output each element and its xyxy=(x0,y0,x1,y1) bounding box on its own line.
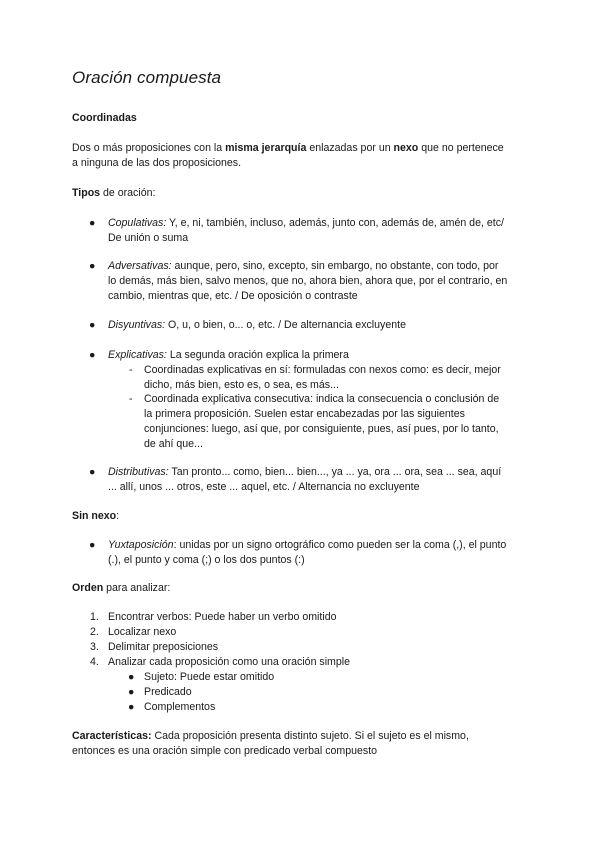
bullet-icon: ● xyxy=(89,349,96,361)
orden-label: Orden xyxy=(72,582,104,594)
dash-marker: - xyxy=(129,364,133,376)
type-desc: La segunda oración explica la primera xyxy=(166,349,349,361)
type-name: Distributivas: xyxy=(108,466,169,478)
bullet-icon: ● xyxy=(89,319,96,331)
item-line: cambio, mientras que, etc. / De oposición o contraste xyxy=(108,290,358,302)
dash-marker: - xyxy=(129,393,133,405)
step-text: Localizar nexo xyxy=(108,626,177,638)
sub-item-line: Coordinadas explicativas en sí: formuladas con nexos como: es decir, mejor xyxy=(144,364,501,376)
sin-nexo-label: Sin nexo xyxy=(72,510,117,522)
intro-line-1 xyxy=(72,141,504,156)
caracteristicas-line-1 xyxy=(72,729,469,744)
caracteristicas-text: Cada proposición presenta distinto sujeto. Si el sujeto es el mismo, xyxy=(151,730,469,742)
bullet-icon: ● xyxy=(89,466,96,478)
tipos-line xyxy=(72,186,155,201)
type-name: Explicativas: xyxy=(108,349,167,361)
item-line xyxy=(108,348,349,363)
type-name: Yuxtaposición xyxy=(108,539,174,551)
item-line xyxy=(108,216,504,231)
intro-text: Dos o más proposiciones con la xyxy=(72,142,226,154)
sub-item-line: conjunciones: luego, así que, por consiguiente, pues, así pues, por lo tanto, xyxy=(144,423,499,435)
type-desc: : unidas por un signo ortográfico como pueden ser la coma (,), el punto xyxy=(173,539,507,551)
item-line: De unión o suma xyxy=(108,232,189,244)
type-desc: O, u, o bien, o... o, etc. / De alternancia excluyente xyxy=(165,319,406,331)
sub-item-line: de ahí que... xyxy=(144,438,203,450)
intro-bold-jerarquia: misma jerarquía xyxy=(225,142,307,154)
item-line: lo demás, más bien, salvo menos, que no, ahora bien, ahora que, por el contrario, en xyxy=(108,275,508,287)
tipos-label: Tipos xyxy=(72,187,101,199)
intro-line-2: a ninguna de las dos proposiciones. xyxy=(72,157,242,169)
intro-text: enlazadas por un xyxy=(306,142,394,154)
type-desc: aunque, pero, sino, excepto, sin embargo, no obstante, con todo, por xyxy=(171,260,499,272)
type-name: Disyuntivas: xyxy=(108,319,166,331)
section-heading-coordinadas: Coordinadas xyxy=(72,112,137,124)
step-text: Encontrar verbos: Puede haber un verbo omitido xyxy=(108,611,337,623)
type-name: Copulativas: xyxy=(108,217,167,229)
bullet-icon: ● xyxy=(128,686,135,698)
sub-step-text: Sujeto: Puede estar omitido xyxy=(144,671,275,683)
tipos-text: de oración: xyxy=(100,187,156,199)
caracteristicas-label: Características: xyxy=(72,730,152,742)
intro-text: que no pertenece xyxy=(418,142,504,154)
list-number: 3. xyxy=(90,641,99,653)
list-number: 2. xyxy=(90,626,99,638)
bullet-icon: ● xyxy=(89,539,96,551)
item-line: ... allí, unos ... otros, este ... aquel, etc. / Alternancia no excluyente xyxy=(108,481,420,493)
type-desc: Tan pronto... como, bien... bien..., ya ... ya, ora ... ora, sea ... sea, aquí xyxy=(168,466,502,478)
type-desc: Y, e, ni, también, incluso, además, junto con, además de, amén de, etc/ xyxy=(166,217,504,229)
bullet-icon: ● xyxy=(89,260,96,272)
section-heading-sin-nexo xyxy=(72,509,119,524)
caracteristicas-line-2: entonces es una oración simple con predicado verbal compuesto xyxy=(72,745,378,757)
item-line xyxy=(108,318,406,333)
list-number: 1. xyxy=(90,611,99,623)
sub-item-line: la primera proposición. Suelen estar encabezadas por las siguientes xyxy=(144,408,465,420)
bullet-icon: ● xyxy=(128,701,135,713)
orden-line xyxy=(72,581,170,596)
item-line: (.), el punto y coma (;) o los dos puntos (:) xyxy=(108,554,305,566)
step-text: Analizar cada proposición como una oración simple xyxy=(108,656,351,668)
bullet-icon: ● xyxy=(89,217,96,229)
type-name: Adversativas: xyxy=(108,260,172,272)
sin-nexo-colon: : xyxy=(116,510,120,522)
sub-item-line: dicho, más bien, esto es, o sea, es más... xyxy=(144,379,339,391)
sub-item-line: Coordinada explicativa consecutiva: indica la consecuencia o conclusión de xyxy=(144,393,500,405)
item-line xyxy=(108,465,501,480)
item-line xyxy=(108,538,506,553)
page-title: Oración compuesta xyxy=(72,68,222,87)
sub-step-text: Complementos xyxy=(144,701,216,713)
bullet-icon: ● xyxy=(128,671,135,683)
intro-bold-nexo: nexo xyxy=(393,142,419,154)
sub-step-text: Predicado xyxy=(144,686,192,698)
list-number: 4. xyxy=(90,656,99,668)
orden-text: para analizar: xyxy=(103,582,171,594)
step-text: Delimitar preposiciones xyxy=(108,641,219,653)
item-line xyxy=(108,259,498,274)
